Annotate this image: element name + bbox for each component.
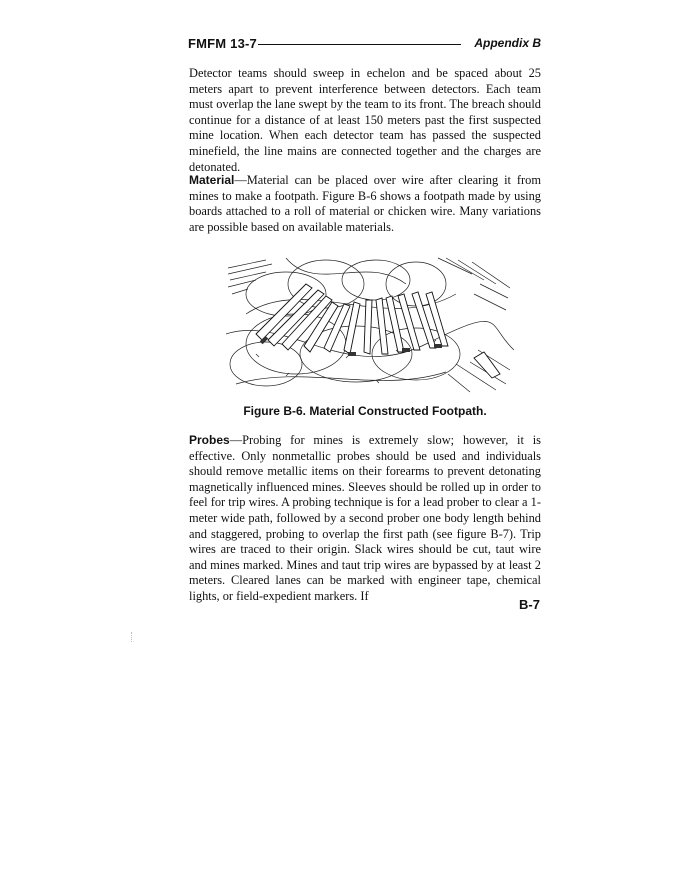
- probes-heading: Probes: [189, 433, 230, 447]
- material-text: —Material can be placed over wire after clearing it from mines to make a footpath. Figure B-6 shows a footpath made by using boards attached to a roll of material or chicken wire. Many variations are possible based on available materials.: [189, 173, 541, 234]
- detector-paragraph: Detector teams should sweep in echelon and be spaced about 25 meters apart to prevent interference between detectors. Each team must overlap the lane swept by the team to its front. The breach should continue for a distance of at least 150 meters past the first suspected mine location. When each detector team has passed the suspected minefield, the line mains are connected together and the charges are detonated.: [189, 66, 541, 174]
- probes-text: —Probing for mines is extremely slow; however, it is effective. Only nonmetallic probes should be used and individuals should remove metallic items on their forearms to prevent detonating magnetically influenced mines. Sleeves should be rolled up in order to feel for trip wires. A probing technique is for a lead prober to clear a 1-meter wide path, followed by a second prober one body length behind and staggered, probing to overlap the first path (see figure B-7). Trip wires are traced to their origin. Slack wires should be cut, taut wire and mines marked. Mines and taut trip wires are bypassed by at least 2 meters. Cleared lanes can be marked with engineer tape, chemical lights, or field-expedient markers. If: [189, 433, 541, 603]
- figure-caption: Figure B-6. Material Constructed Footpath.: [243, 404, 487, 418]
- footpath-illustration: [226, 254, 514, 396]
- manual-number: FMFM 13-7: [188, 36, 257, 51]
- material-heading: Material: [189, 173, 235, 187]
- scan-speck: [131, 632, 133, 642]
- probes-paragraph: [189, 433, 541, 605]
- page-header: [188, 36, 541, 52]
- appendix-label: Appendix B: [474, 36, 541, 50]
- material-paragraph: [189, 173, 541, 235]
- header-rule: [258, 44, 461, 45]
- page-number: B-7: [519, 597, 540, 612]
